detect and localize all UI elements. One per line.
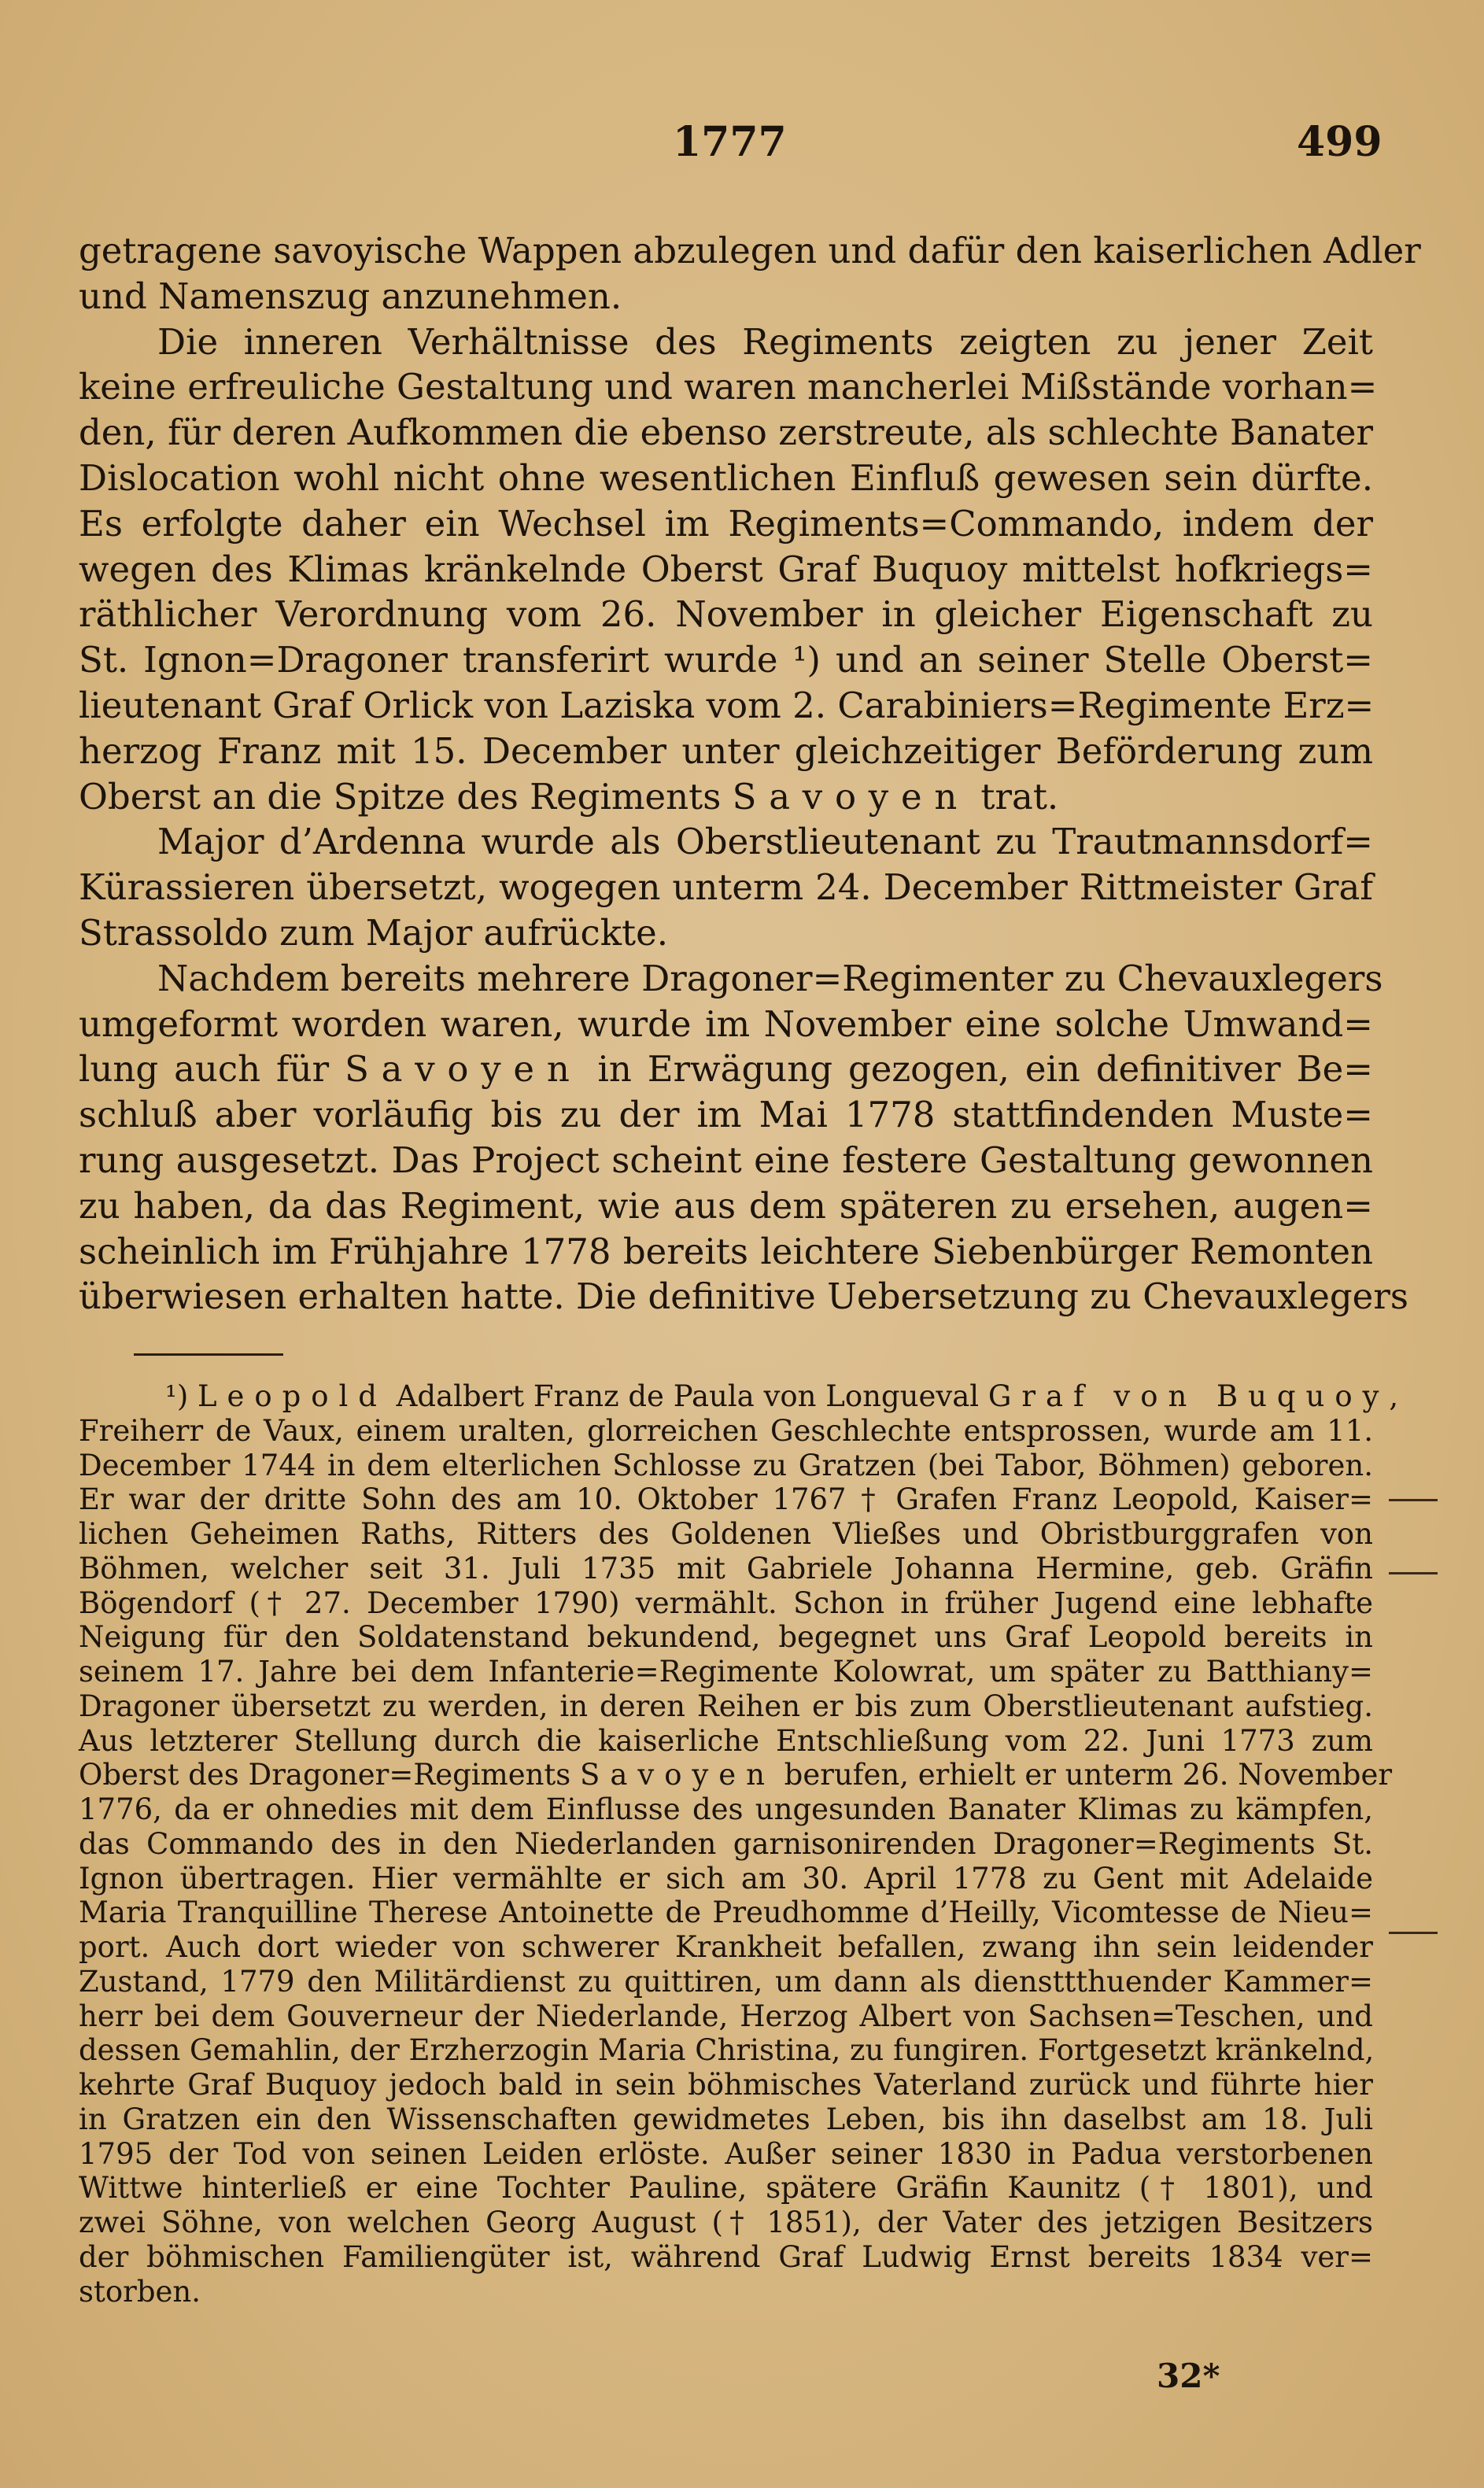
footnote-line: zwei Söhne, von welchen Georg August († 1851), der Vater des jetzigen Besitzers (79, 2206, 1373, 2239)
footnote-line: Böhmen, welcher seit 31. Juli 1735 mit Gabriele Johanna Hermine, geb. Gräfin (79, 1551, 1373, 1585)
text-line: Die inneren Verhältnisse des Regiments zeigten zu jener Zeit (157, 320, 1373, 363)
text-line: zu haben, da das Regiment, wie aus dem späteren zu ersehen, augen= (79, 1184, 1373, 1227)
footnote-line: kehrte Graf Buquoy jedoch bald in sein böhmisches Vaterland zurück und führte hier (79, 2068, 1373, 2102)
footnote-line: Maria Tranquilline Therese Antoinette de Preudhomme d’Heilly, Vicomtesse de Nieu= (79, 1896, 1373, 1930)
text-line: schluß aber vorläufig bis zu der im Mai 1778 stattfindenden Muste= (79, 1094, 1373, 1136)
footnote-line: 1776, da er ohnedies mit dem Einflusse des ungesunden Banater Klimas zu kämpfen, (79, 1792, 1373, 1826)
footnote-line: das Commando des in den Niederlanden garnisonirenden Dragoner=Regiments St. (79, 1826, 1373, 1861)
text-line (79, 774, 1373, 820)
footnote-line: Dragoner übersetzt zu werden, in deren Reihen er bis zum Oberstlieutenant aufstieg. (79, 1689, 1373, 1723)
text-line: rung ausgesetzt. Das Project scheint eine festere Gestaltung gewonnen (79, 1139, 1373, 1181)
text-line: keine erfreuliche Gestaltung und waren mancherlei Mißstände vorhan= (79, 366, 1378, 408)
footnote-line: storben. (79, 2274, 201, 2309)
text-line (79, 1047, 1373, 1092)
text-line: Major d’Ardenna wurde als Oberstlieutenant zu Trautmannsdorf= (157, 821, 1373, 863)
text-span: in Erwägung gezogen, ein definitiver Be= (581, 1048, 1374, 1091)
footnote-line: dessen Gemahlin, der Erzherzogin Maria Christina, zu fungiren. Fortgesetzt kränkelnd, (79, 2033, 1375, 2068)
text-line: Strassoldo zum Major aufrückte. (79, 911, 669, 954)
spaced-name: Savoyen (345, 1048, 582, 1091)
footnote-line: Neigung für den Soldatenstand bekundend, begegnet uns Graf Leopold bereits in (79, 1620, 1373, 1655)
text-line: getragene savoyische Wappen abzulegen und dafür den kaiserlichen Adler (79, 230, 1421, 271)
footnote (79, 1379, 1399, 2309)
footnote-line: port. Auch dort wieder von schwerer Krankheit befallen, zwang ihn sein leidender (79, 1930, 1373, 1964)
footnote-line: der böhmischen Familiengüter ist, während Graf Ludwig Ernst bereits 1834 ver= (79, 2239, 1373, 2274)
footnote-line: herr bei dem Gouverneur der Niederlande, Herzog Albert von Sachsen=Teschen, und (79, 1999, 1373, 2033)
text-line: Kürassieren übersetzt, wogegen unterm 24. December Rittmeister Graf (79, 866, 1373, 909)
footnote-line (79, 1379, 1399, 1414)
running-head-year: 1777 (673, 118, 787, 166)
spaced-name: Savoyen (580, 1758, 775, 1792)
footnote-marker: ¹) (165, 1379, 198, 1413)
text-line: wegen des Klimas kränkelnde Oberst Graf Buquoy mittelst hofkriegs= (79, 548, 1373, 590)
spaced-name: Savoyen (732, 775, 970, 818)
text-line: St. Ignon=Dragoner transferirt wurde ¹) und an seiner Stelle Oberst= (79, 639, 1373, 681)
footnote-line: seinem 17. Jahre bei dem Infanterie=Regimente Kolowrat, um später zu Batthiany= (79, 1655, 1373, 1689)
text-span: , (1389, 1379, 1399, 1413)
margin-pencil-mark (1389, 1932, 1438, 1934)
footnote-line (79, 1758, 1393, 1792)
footnote-line: in Gratzen ein den Wissenschaften gewidmetes Leben, bis ihn daselbst am 18. Juli (79, 2102, 1373, 2136)
text-line: den, für deren Aufkommen die ebenso zerstreute, als schlechte Banater (79, 412, 1373, 454)
text-span: trat. (969, 775, 1059, 818)
footnote-line: Ignon übertragen. Hier vermählte er sich am 30. April 1778 zu Gent mit Adelaide (79, 1861, 1373, 1896)
text-line: Nachdem bereits mehrere Dragoner=Regimenter zu Chevauxlegers (157, 957, 1383, 999)
footnote-rule (134, 1353, 283, 1356)
text-span: lung auch für (79, 1048, 345, 1091)
footnote-line: lichen Geheimen Raths, Ritters des Goldenen Vließes und Obristburggrafen von (79, 1517, 1373, 1551)
margin-pencil-mark (1389, 1572, 1438, 1574)
text-line: herzog Franz mit 15. December unter gleichzeitiger Beförderung zum (79, 729, 1373, 772)
footnote-line: December 1744 in dem elterlichen Schlosse zu Gratzen (bei Tabor, Böhmen) geboren. (79, 1448, 1373, 1482)
footnote-line: Wittwe hinterließ er eine Tochter Pauline, spätere Gräfin Kaunitz († 1801), und (79, 2171, 1373, 2206)
text-line: überwiesen erhalten hatte. Die definitive Uebersetzung zu Chevauxlegers (79, 1275, 1408, 1318)
spaced-name: Graf von Buquoy (987, 1379, 1390, 1413)
text-line: Dislocation wohl nicht ohne wesentlichen Einfluß gewesen sein dürfte. (79, 456, 1373, 499)
text-span: Oberst an die Spitze des Regiments (79, 775, 733, 818)
text-line: Es erfolgte daher ein Wechsel im Regiments=Commando, indem der (79, 502, 1373, 544)
text-span: Oberst des Dragoner=Regiments (79, 1758, 581, 1792)
text-line: räthlicher Verordnung vom 26. November in gleicher Eigenschaft zu (79, 593, 1373, 636)
spaced-name: Leopold (197, 1379, 387, 1413)
text-line: und Namenszug anzunehmen. (79, 275, 622, 317)
footnote-line: Bögendorf († 27. December 1790) vermählt. Schon in früher Jugend eine lebhafte (79, 1585, 1373, 1620)
text-line: umgeformt worden waren, wurde im November eine solche Umwand= (79, 1002, 1373, 1045)
main-text (79, 228, 1421, 1320)
margin-pencil-mark (1389, 1499, 1438, 1501)
text-line: scheinlich im Frühjahre 1778 bereits leichtere Siebenbürger Remonten (79, 1230, 1373, 1272)
footnote-line: 1795 der Tod von seinen Leiden erlöste. Außer seiner 1830 in Padua verstorbenen (79, 2136, 1373, 2171)
text-span: berufen, erhielt er unterm 26. November (774, 1758, 1393, 1792)
footnote-line: Er war der dritte Sohn des am 10. Oktober 1767 † Grafen Franz Leopold, Kaiser= (79, 1482, 1373, 1517)
text-span: Adalbert Franz de Paula von Longueval (386, 1379, 988, 1413)
footnote-line: Aus letzterer Stellung durch die kaiserliche Entschließung vom 22. Juni 1773 zum (79, 1723, 1373, 1758)
signature-mark: 32* (1157, 2357, 1220, 2395)
footnote-line: Zustand, 1779 den Militärdienst zu quittiren, um dann als diensttthuender Kammer= (79, 1964, 1373, 1999)
text-line: lieutenant Graf Orlick von Laziska vom 2. Carabiniers=Regimente Erz= (79, 684, 1375, 726)
page-number: 499 (1297, 118, 1382, 166)
footnote-line: Freiherr de Vaux, einem uralten, glorreichen Geschlechte entsprossen, wurde am 11. (79, 1413, 1373, 1448)
